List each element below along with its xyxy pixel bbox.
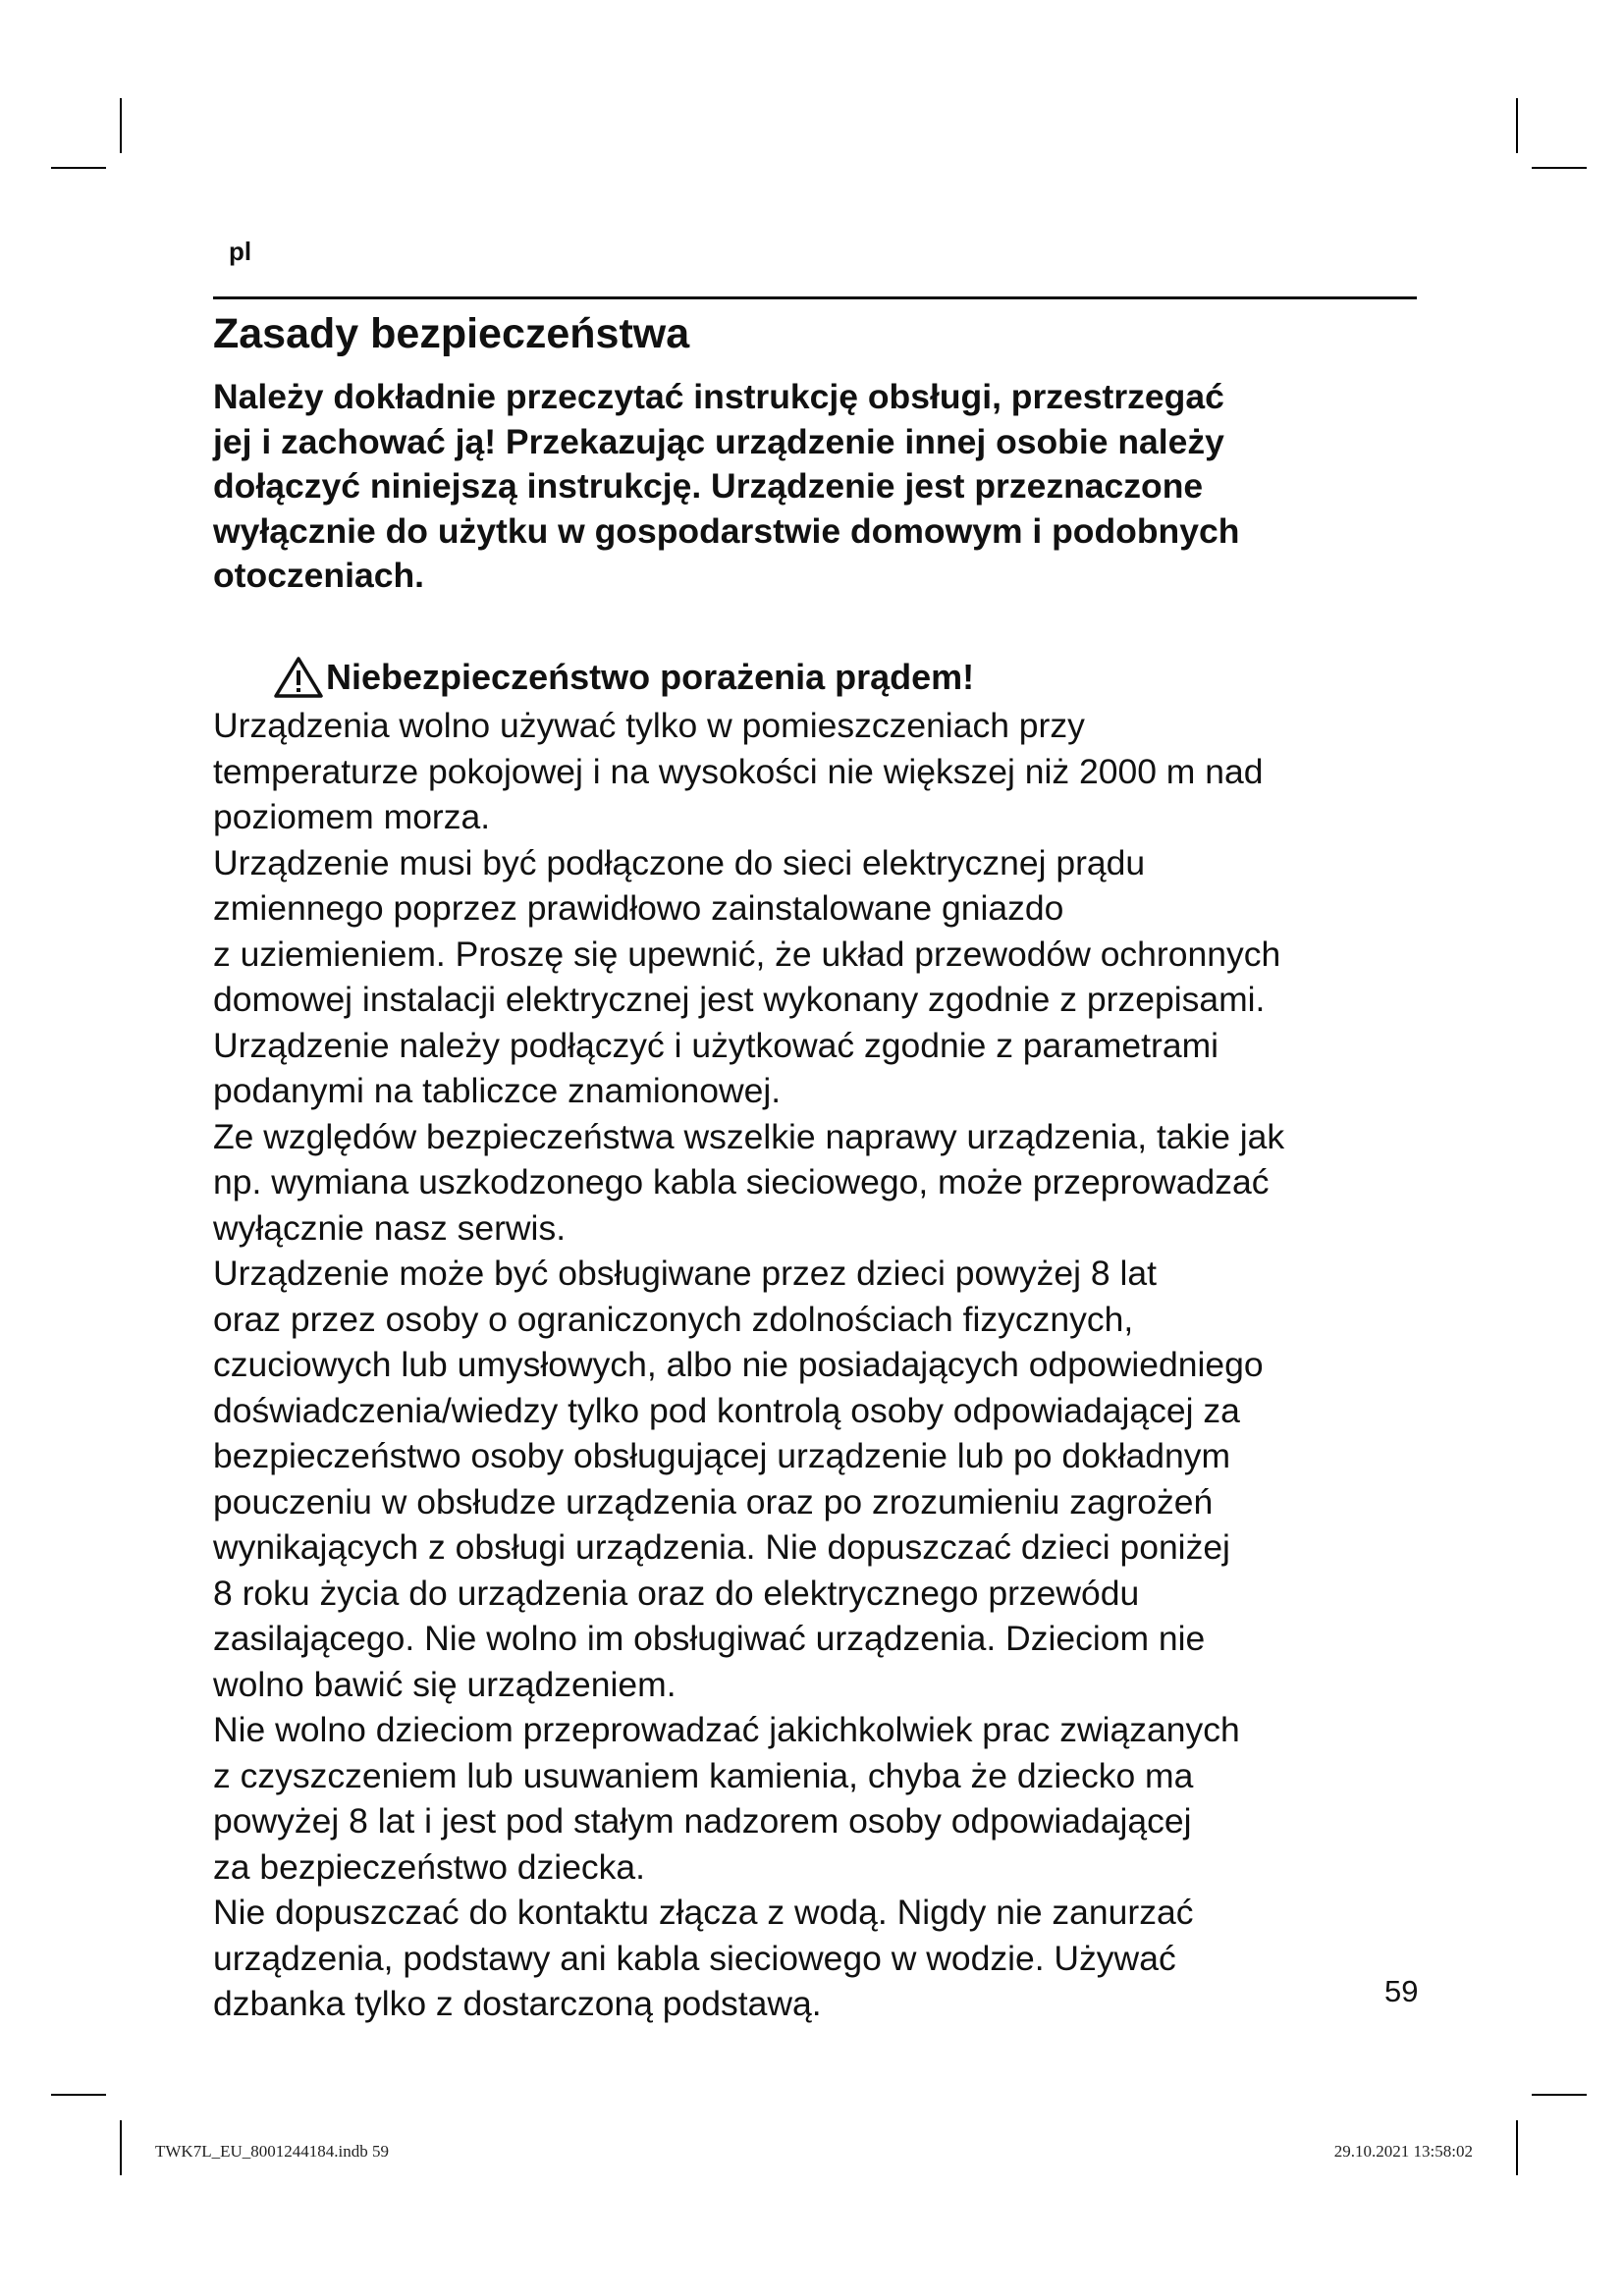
crop-mark-top-right-horizontal (1532, 167, 1587, 169)
body-line: 8 roku życia do urządzenia oraz do elektrycznego przewódu (213, 1573, 1140, 1613)
print-timestamp: 29.10.2021 13:58:02 (1333, 2142, 1473, 2161)
crop-mark-top-left-horizontal (51, 167, 106, 169)
body-line: np. wymiana uszkodzonego kabla sieciowego, może przeprowadzać (213, 1162, 1270, 1201)
file-slug: TWK7L_EU_8001244184.indb 59 (155, 2142, 389, 2161)
intro-line: wyłącznie do użytku w gospodarstwie domowym i podobnych (213, 510, 1240, 551)
body-line: urządzenia, podstawy ani kabla sieciowego w wodzie. Używać (213, 1938, 1176, 1978)
body-line: poziomem morza. (213, 797, 491, 836)
crop-mark-bottom-right-vertical (1516, 2120, 1518, 2175)
body-line: za bezpieczeństwo dziecka. (213, 1846, 646, 1887)
body-line: wolno bawić się urządzeniem. (213, 1664, 677, 1704)
crop-mark-bottom-right-horizontal (1532, 2094, 1587, 2096)
body-line: czuciowych lub umysłowych, albo nie posiadających odpowiedniego (213, 1345, 1264, 1384)
body-line: Urządzenie musi być podłączone do sieci elektrycznej prądu (213, 842, 1146, 882)
body-line: pouczeniu w obsłudze urządzenia oraz po zrozumieniu zagrożeń (213, 1481, 1214, 1522)
body-line: temperaturze pokojowej i na wysokości nie większej niż 2000 m nad (213, 751, 1264, 791)
crop-mark-top-right-vertical (1516, 98, 1518, 153)
crop-mark-bottom-left-vertical (120, 2120, 122, 2175)
intro-line: dołączyć niniejszą instrukcję. Urządzenie jest przeznaczone (213, 466, 1204, 506)
warning-heading: Niebezpieczeństwo porażenia prądem! (326, 657, 975, 697)
body-line: Ze względów bezpieczeństwa wszelkie naprawy urządzenia, takie jak (213, 1116, 1285, 1156)
crop-mark-bottom-left-horizontal (51, 2094, 106, 2096)
body-line: Urządzenie należy podłączyć i użytkować zgodnie z parametrami (213, 1025, 1219, 1065)
body-line: zasilającego. Nie wolno im obsługiwać urządzenia. Dzieciom nie (213, 1619, 1206, 1658)
intro-paragraph (213, 375, 1421, 599)
intro-line: Należy dokładnie przeczytać instrukcję obsługi, przestrzegać (213, 377, 1224, 416)
body-line: Nie wolno dzieciom przeprowadzać jakichkolwiek prac związanych (213, 1710, 1240, 1749)
body-line: dzbanka tylko z dostarczoną podstawą. (213, 1984, 822, 2023)
section-title: Zasady bezpieczeństwa (213, 310, 690, 357)
body-line: powyżej 8 lat i jest pod stałym nadzorem osoby odpowiadającej (213, 1801, 1192, 1841)
crop-mark-top-left-vertical (120, 98, 122, 153)
warning-heading-row (273, 656, 974, 699)
intro-line: jej i zachować ją! Przekazując urządzenie innej osobie należy (213, 421, 1224, 461)
body-line: oraz przez osoby o ograniczonych zdolnościach fizycznych, (213, 1299, 1134, 1339)
body-line: z uziemieniem. Proszę się upewnić, że układ przewodów ochronnych (213, 934, 1281, 974)
body-line: Urządzenia wolno używać tylko w pomieszczeniach przy (213, 706, 1085, 745)
page-number: 59 (1384, 1974, 1419, 2008)
language-code: pl (229, 237, 252, 266)
body-line: domowej instalacji elektrycznej jest wykonany zgodnie z przepisami. (213, 980, 1266, 1019)
section-rule (213, 296, 1417, 299)
body-text (213, 703, 1431, 2027)
body-line: doświadczenia/wiedzy tylko pod kontrolą osoby odpowiadającej za (213, 1390, 1240, 1430)
intro-line: otoczeniach. (213, 556, 425, 595)
body-line: Nie dopuszczać do kontaktu złącza z wodą. Nigdy nie zanurzać (213, 1893, 1194, 1932)
warning-triangle-icon (273, 656, 324, 699)
body-line: wynikających z obsługi urządzenia. Nie dopuszczać dzieci poniżej (213, 1527, 1230, 1567)
body-line: zmiennego poprzez prawidłowo zainstalowane gniazdo (213, 888, 1064, 928)
body-line: wyłącznie nasz serwis. (213, 1207, 567, 1248)
body-line: Urządzenie może być obsługiwane przez dzieci powyżej 8 lat (213, 1254, 1157, 1293)
body-line: podanymi na tabliczce znamionowej. (213, 1071, 782, 1110)
body-line: z czyszczeniem lub usuwaniem kamienia, chyba że dziecko ma (213, 1755, 1194, 1795)
body-line: bezpieczeństwo osoby obsługującej urządzenie lub po dokładnym (213, 1436, 1231, 1475)
